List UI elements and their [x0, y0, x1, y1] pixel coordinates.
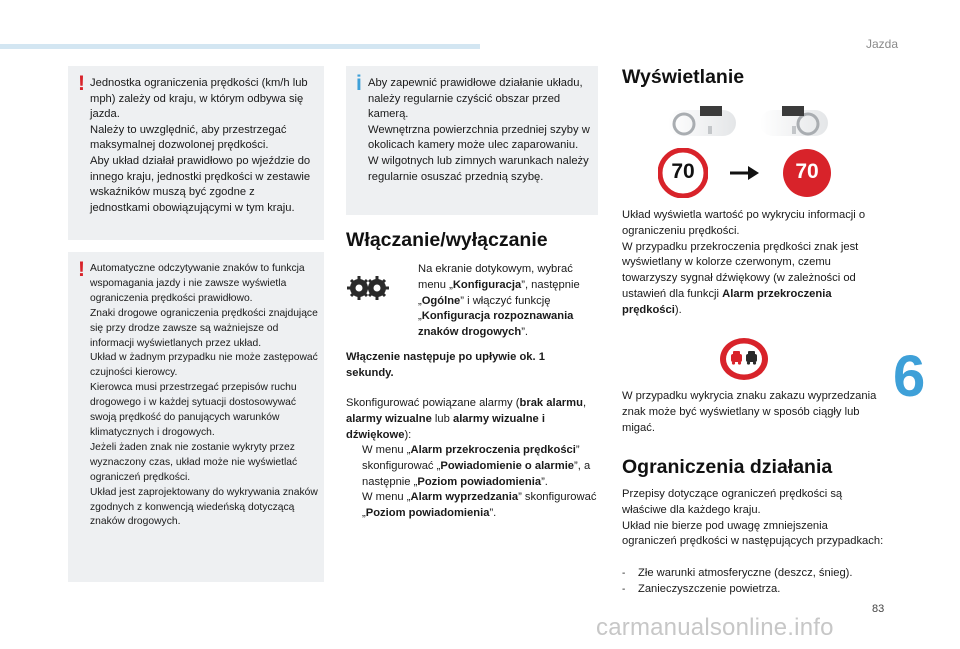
section-title: Jazda: [865, 37, 898, 51]
heading-on-off: Włączanie/wyłączanie: [346, 229, 548, 251]
heading-display: Wyświetlanie: [622, 66, 745, 88]
camera-mirror-icon: [700, 106, 722, 116]
function-sign-recognition: Konfiguracja rozpoznawania znaków drogowych: [418, 310, 574, 339]
page-number: 83: [872, 603, 885, 615]
arrow-right-icon: [730, 164, 760, 182]
step-enable: Na ekranie dotykowym, wybrać menu „Konfiguracja”, następnie „Ogólne” i włączyć funkcję „Konfiguracja rozpoznawania znaków drogowych”.: [402, 262, 596, 341]
speed-sign-white-value: 70: [671, 160, 695, 183]
menu-general: Ogólne: [421, 294, 461, 307]
warning-icon: !: [78, 258, 85, 281]
header-accent-bar: [0, 44, 480, 49]
arrow-bullet-icon: [346, 490, 362, 522]
speed-sign-red-value: 70: [795, 160, 819, 183]
dashboard-illustration: [668, 106, 828, 142]
warning-text-units: Jednostka ograniczenia prędkości (km/h lub mph) zależy od kraju, w którym odbywa się jazda. Należy to uwzględnić, aby przestrzegać maksymalnej dozwolonej prędkości. Aby układ działał prawidłowo po wjeździe do innego kraju, jednostki prędkości w zestawie wskaźników muszą być zgodne z jednostkami obowiązującymi w tym kraju.: [90, 77, 311, 214]
activation-delay: Włączenie następuje po upływie ok. 1 sekundy.: [346, 351, 545, 379]
info-icon: i: [356, 72, 362, 95]
chapter-number: 6: [893, 344, 926, 409]
warning-box-reading: [68, 252, 324, 582]
watermark: carmanualsonline.info: [596, 614, 834, 641]
warning-text-reading: Automatyczne odczytywanie znaków to funkcja wspomagania jazdy i nie zawsze wyświetla ograniczenia prędkości prawidłowo. Znaki drogowe ograniczenia prędkości znajdujące się przy drodze zawsze są ważniejsze od informacji wyświetlanych przez układ. Układ w żadnym przypadku nie może zastępować czujności kierowcy. Kierowca musi przestrzegać przepisów ruchu drogowego i w każdej sytuacji dostosowywać swoją prędkość do panujących warunków klimatycznych i drogowych. Jeżeli żaden znak nie zostanie wykryty przez wyznaczony czas, układ może nie wyświetlać ograniczeń prędkości. Układ jest zaprojektowany do wykrywania znaków zgodnych z konwencją wiedeńską dotyczącą znaków drogowych.: [90, 263, 318, 528]
camera-mirror-icon: [782, 106, 804, 116]
warning-box-units: [68, 66, 324, 240]
alarm-overspeed-step: W menu „Alarm przekroczenia prędkości” skonfigurować „Powiadomienie o alarmie”, a następnie „Poziom powiadomienia”.: [346, 443, 598, 490]
menu-configuration: Konfiguracja: [452, 278, 522, 291]
info-text-camera: Aby zapewnić prawidłowe działanie układu, należy regularnie czyścić obszar przed kamerą. Wewnętrzna powierzchnia przedniej szyby w okolicach kamery może ulec zaparowaniu. W wilgotnych lub zimnych warunkach należy regularnie osuszać przednią szybę.: [368, 77, 590, 183]
list-item: - Złe warunki atmosferyczne (deszcz, śnieg).: [622, 567, 853, 579]
info-box-camera: [346, 66, 598, 215]
list-item: - Zanieczyszczenie powietrza.: [622, 582, 781, 595]
settings-gears-icon: [346, 268, 390, 308]
no-overtaking-description: W przypadku wykrycia znaku zakazu wyprzedzania znak może być wyświetlany w sposób ciągły lub migać.: [622, 390, 877, 434]
limitations-text: Przepisy dotyczące ograniczeń prędkości są właściwe dla każdego kraju. Układ nie bierze pod uwagę zmniejszenia ograniczeń prędkości w następujących przypadkach:: [622, 488, 884, 548]
limitations-list: [622, 566, 884, 598]
heading-limitations: Ograniczenia działania: [622, 456, 833, 478]
warning-icon: !: [78, 72, 85, 95]
display-description: Układ wyświetla wartość po wykryciu informacji o ograniczeniu prędkości. W przypadku przekroczenia prędkości znak jest wyświetlany w kolorze czerwonym, czemu towarzyszy sygnał dźwiękowy (w zależności od ustawień dla funkcji Alarm przekroczenia prędkości).: [622, 209, 866, 316]
alarm-overtaking-step: W menu „Alarm wyprzedzania” skonfigurować „Poziom powiadomienia”.: [346, 490, 598, 522]
alarms-intro: Skonfigurować powiązane alarmy (brak alarmu, alarmy wizualne lub alarmy wizualne i dźwiękowe):: [346, 397, 587, 441]
no-overtaking-sign-icon: [718, 336, 770, 382]
arrow-bullet-icon: [402, 262, 418, 341]
arrow-bullet-icon: [346, 443, 362, 490]
